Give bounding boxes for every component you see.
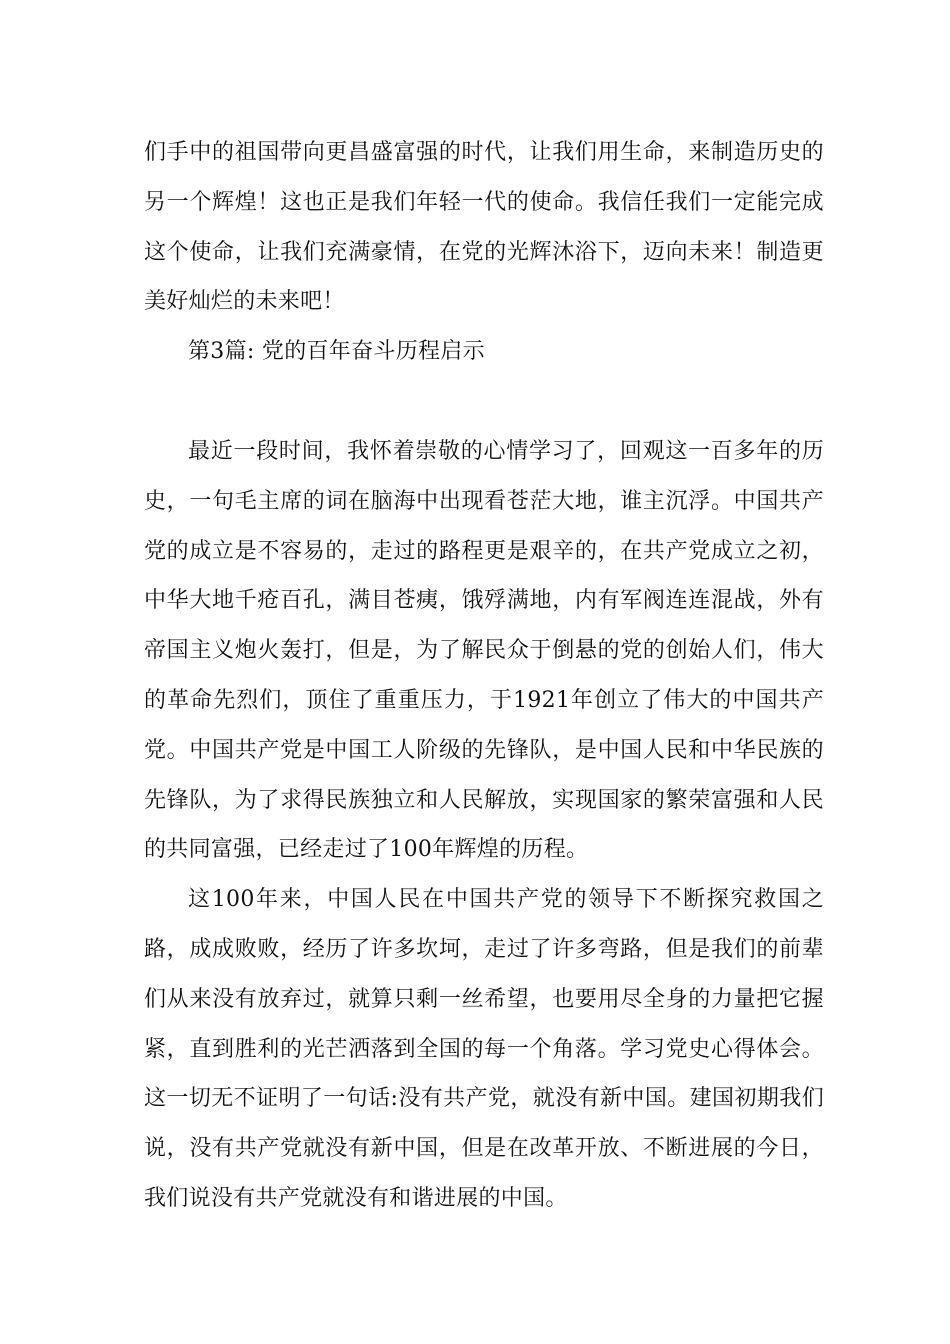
continuation-paragraph: 们手中的祖国带向更昌盛富强的时代，让我们用生命，来制造历史的另一个辉煌！这也正是我们年轻一代的使命。我信任我们一定能完成这个使命，让我们充满豪情，在党的光辉沐浴下，迈向未来！制造更美好灿烂的未来吧！ — [144, 140, 824, 315]
body-paragraph-2: 这100年来，中国人民在中国共产党的领导下不断探究救国之路，成成败败，经历了许多坎坷，走过了许多弯路，但是我们的前辈们从来没有放弃过，就算只剩一丝希望，也要用尽全身的力量把它握紧，直到胜利的光芒洒落到全国的每一个角落。学习党史心得体会。这一切无不证明了一句话:没有共产党，就没有新中国。建国初期我们说，没有共产党就没有新中国，但是在改革开放、不断进展的今日，我们说没有共产党就没有和谐进展的中国。 — [144, 887, 824, 1211]
document-body — [144, 128, 824, 1224]
body-paragraph-1: 最近一段时间，我怀着崇敬的心情学习了，回观这一百多年的历史，一句毛主席的词在脑海中出现看苍茫大地，谁主沉浮。中国共产党的成立是不容易的，走过的路程更是艰辛的，在共产党成立之初，中华大地千疮百孔，满目苍痍，饿殍满地，内有军阀连连混战，外有帝国主义炮火轰打，但是，为了解民众于倒悬的党的创始人们，伟大的革命先烈们，顶住了重重压力，于1921年创立了伟大的中国共产党。中国共产党是中国工人阶级的先锋队，是中国人民和中华民族的先锋队，为了求得民族独立和人民解放，实现国家的繁荣富强和人民的共同富强，已经走过了100年辉煌的历程。 — [144, 438, 824, 863]
section-heading: 第3篇: 党的百年奋斗历程启示 — [188, 339, 485, 365]
